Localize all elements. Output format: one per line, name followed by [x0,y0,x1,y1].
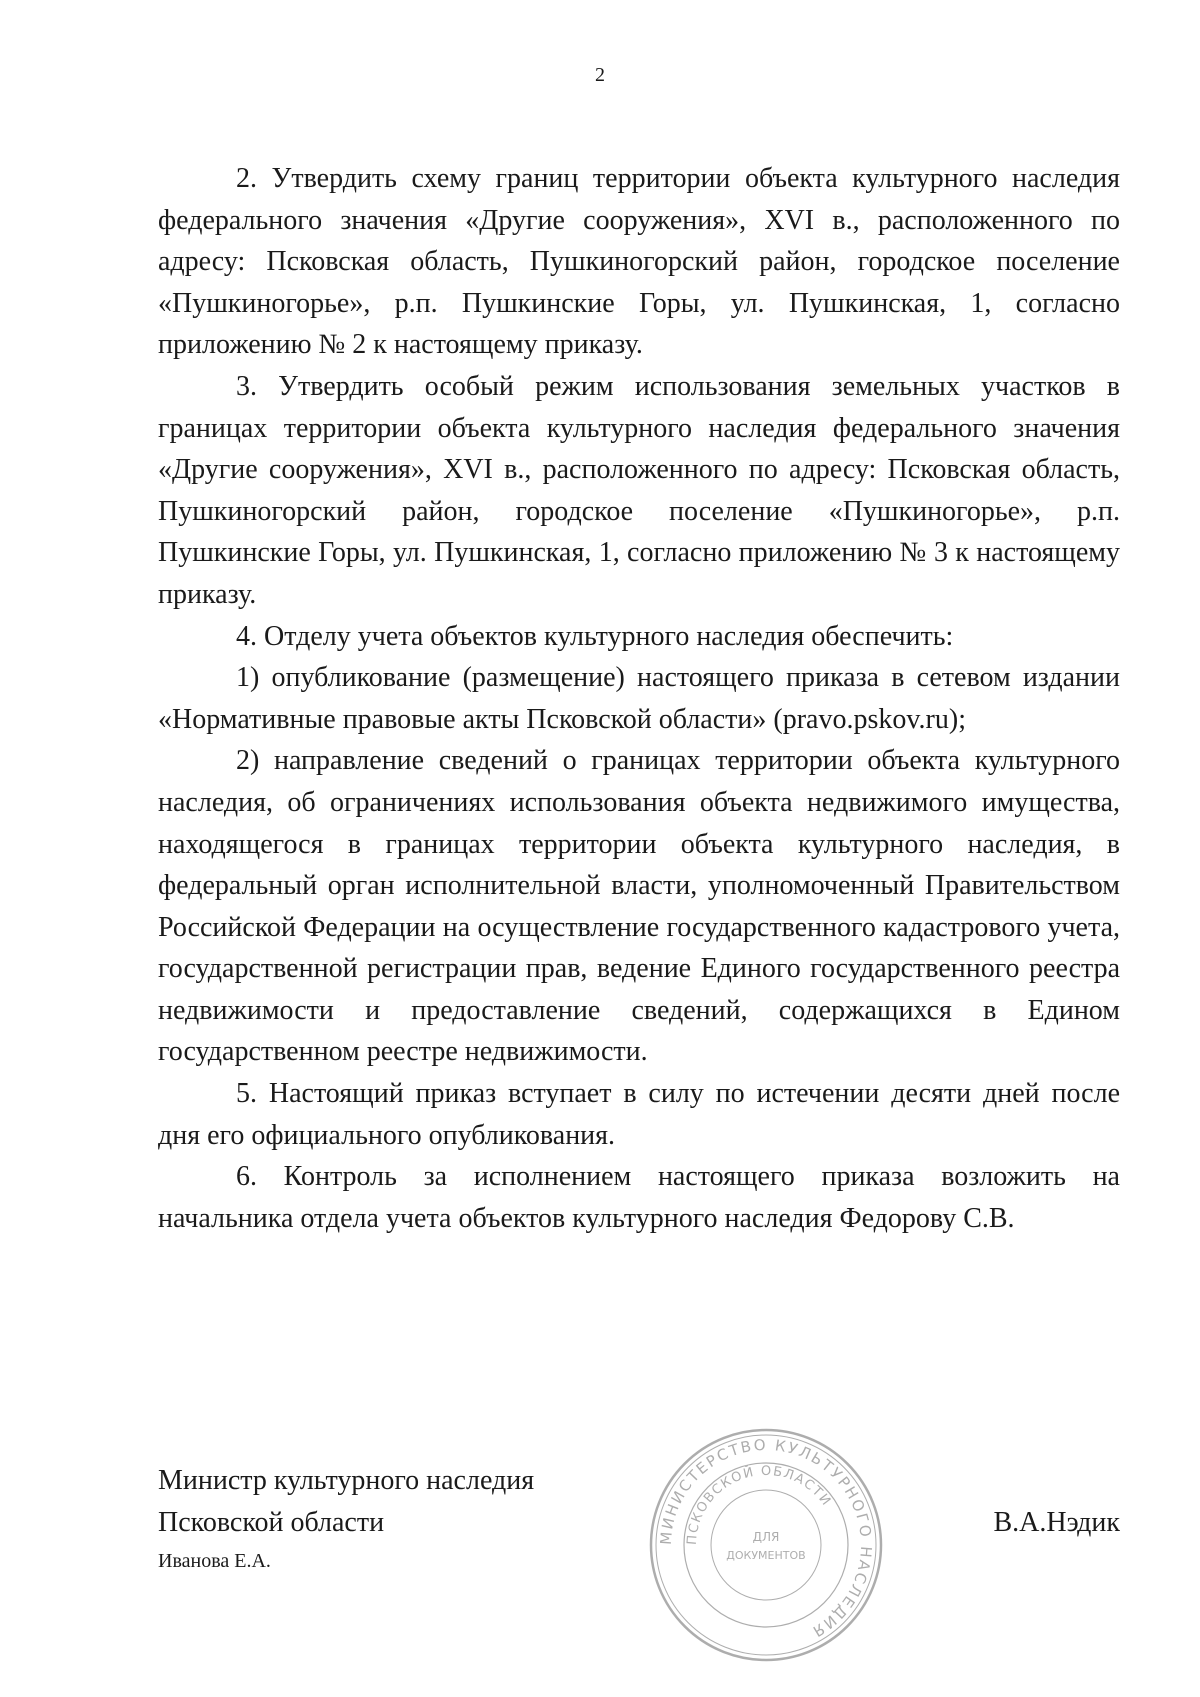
paragraph-item-6: 6. Контроль за исполнением настоящего приказа возложить на начальника отдела учета объектов культурного наследия Федорову С.В. [158,1161,1120,1234]
page-number: 2 [595,64,605,86]
signer-name: В.А.Нэдик [993,1507,1120,1538]
signature-block [158,1435,1120,1690]
paragraph-item-5: 5. Настоящий приказ вступает в силу по истечении десяти дней после дня его официального опубликования. [158,1078,1120,1151]
paragraph-subitem-2: 2) направление сведений о границах территории объекта культурного наследия, об ограничениях использования объекта недвижимого имущества, находящегося в границах территории объекта культурного наследия, в федеральный орган исполнительной власти, уполномоченный Правительством Российской Федерации на осуществление государственного кадастрового учета, государственной регистрации прав, ведение Единого государственного реестра недвижимости и предоставление сведений, содержащихся в Едином государственном реестре недвижимости. [158,745,1120,1068]
seal-center-line-1: ДЛЯ [752,1530,780,1544]
signer-title [158,1460,534,1544]
seal-inner-text: ПСКОВСКОЙ ОБЛАСТИ [684,1463,834,1546]
seal-outer-text: МИНИСТЕРСТВО КУЛЬТУРНОГО НАСЛЕДИЯ [656,1435,876,1642]
paragraph-item-4: 4. Отделу учета объектов культурного наследия обеспечить: [236,620,954,652]
paragraph-item-3: 3. Утвердить особый режим использования земельных участков в границах территории объекта культурного наследия федерального значения «Другие сооружения», XVI в., расположенного по адресу: Псковская область, Пушкиногорский район, городское поселение «Пушкиногорье», р.п. Пушкинские Горы, ул. Пушкинская, 1, согласно приложению № 3 к настоящему приказу. [158,370,1120,610]
document-body [158,158,1120,1239]
paragraph-subitem-1: 1) опубликование (размещение) настоящего приказа в сетевом издании «Нормативные правовые акты Псковской области» (pravo.pskov.ru); [158,662,1120,735]
paragraph-item-2: 2. Утвердить схему границ территории объекта культурного наследия федерального значения «Другие сооружения», XVI в., расположенного по адресу: Псковская область, Пушкиногорский район, городское поселение «Пушкиногорье», р.п. Пушкинские Горы, ул. Пушкинская, 1, согласно приложению № 2 к настоящему приказу. [158,163,1120,361]
signer-title-line-2: Псковской области [158,1507,385,1538]
official-seal-icon [646,1425,886,1665]
seal-center-line-2: ДОКУМЕНТОВ [726,1549,806,1562]
executor-name: Иванова Е.А. [158,1550,271,1572]
signer-title-line-1: Министр культурного наследия [158,1465,535,1496]
